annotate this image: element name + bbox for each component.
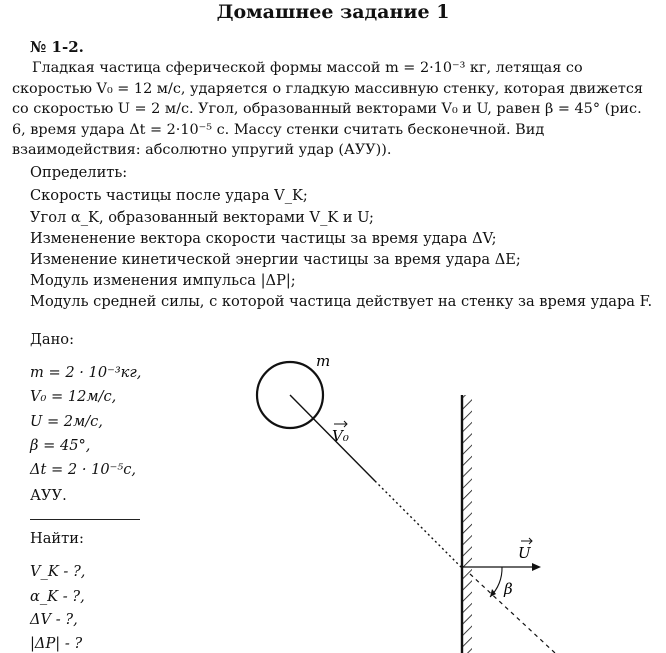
given-item: Δt = 2 · 10⁻⁵с, (30, 461, 137, 478)
statement-text: Гладкая частица сферической формы массой m = 2·10⁻³ кг, летящая со скоростью V₀ = 12 м/с, ударяется о гладкую массивную стенку, которая движется со скоростью U = 2 м/с. Угол, образованный векторами V₀ и U, равен β = 45° (рис. 6, время удара Δt = 2·10⁻⁵ с. Массу стенки считать бесконечной. Вид взаимодействия: абсолютно упругий удар (АУУ)). (12, 60, 643, 158)
determine-heading: Определить: (30, 164, 128, 181)
find-item: ΔV - ?, (30, 611, 78, 628)
beta-label: β (504, 580, 513, 598)
given-item: V₀ = 12м/с, (30, 388, 117, 405)
v0-label: V₀ (332, 427, 349, 445)
problem-number: № 1-2. (30, 38, 84, 56)
determine-item: Угол α_K, образованный векторами V_K и U; (30, 209, 374, 226)
page-title: Домашнее задание 1 (216, 1, 450, 23)
determine-item: Модуль средней силы, с которой частица действует на стенку за время удара F. (30, 293, 653, 310)
find-heading: Найти: (30, 530, 84, 547)
given-item: АУУ. (30, 487, 67, 504)
determine-item: Скорость частицы после удара V_K; (30, 187, 308, 204)
given-item: m = 2 · 10⁻³кг, (30, 364, 142, 381)
given-item: U = 2м/с, (30, 413, 103, 430)
mass-label: m (316, 352, 331, 370)
wall-hatch (462, 395, 472, 653)
find-item: |ΔP| - ? (30, 635, 83, 652)
determine-item: Изменение кинетической энергии частицы за время удара ΔE; (30, 251, 521, 268)
given-item: β = 45°, (30, 437, 91, 454)
u-arrow-head-icon (532, 563, 541, 571)
determine-item: Модуль изменения импульса |ΔP|; (30, 272, 296, 289)
find-item: V_K - ?, (30, 563, 86, 580)
determine-item: Измененение вектора скорости частицы за время удара ΔV; (30, 230, 497, 247)
given-heading: Дано: (30, 331, 74, 348)
u-label: U (518, 544, 531, 562)
find-item: α_K - ?, (30, 588, 85, 605)
trajectory-dotted (375, 481, 462, 568)
